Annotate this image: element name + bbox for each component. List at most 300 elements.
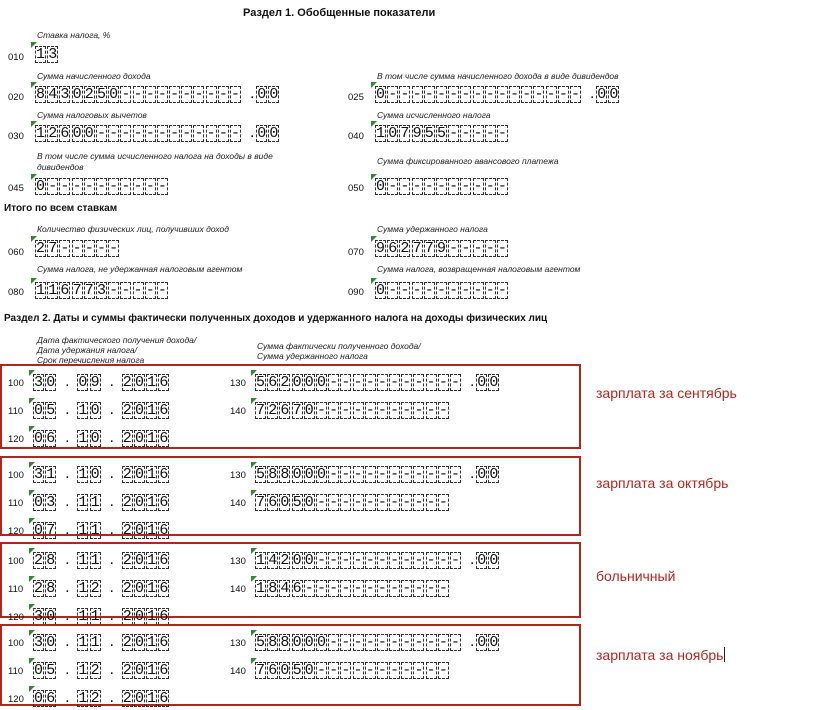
char-cell[interactable]: - bbox=[402, 494, 412, 511]
char-cell[interactable]: - bbox=[329, 580, 339, 597]
char-cell[interactable]: 6 bbox=[159, 522, 169, 539]
char-cell[interactable]: 2 bbox=[122, 494, 132, 511]
char-cell[interactable]: 1 bbox=[90, 608, 100, 625]
char-cell[interactable]: 0 bbox=[304, 634, 314, 651]
char-cell[interactable]: - bbox=[353, 552, 363, 569]
char-cell[interactable]: 1 bbox=[78, 580, 88, 597]
char-cell[interactable]: 0 bbox=[90, 402, 100, 419]
char-cell[interactable]: 0 bbox=[477, 552, 487, 569]
char-cell[interactable]: - bbox=[329, 552, 339, 569]
char-cell[interactable]: - bbox=[109, 282, 119, 299]
char-cell[interactable]: 1 bbox=[46, 466, 56, 483]
char-cell[interactable]: - bbox=[304, 580, 314, 597]
char-cell[interactable]: - bbox=[426, 662, 436, 679]
char-cell[interactable]: - bbox=[365, 634, 375, 651]
char-cell[interactable]: 0 bbox=[78, 374, 88, 391]
char-cell[interactable]: 6 bbox=[159, 662, 169, 679]
char-cell[interactable]: - bbox=[473, 125, 483, 142]
char-cell[interactable]: - bbox=[341, 494, 351, 511]
char-cell[interactable]: 0 bbox=[489, 466, 499, 483]
char-cell[interactable]: 0 bbox=[84, 125, 94, 142]
char-cell[interactable]: - bbox=[473, 282, 483, 299]
input-field[interactable] bbox=[255, 466, 501, 483]
char-cell[interactable]: - bbox=[353, 494, 363, 511]
char-cell[interactable]: 1 bbox=[147, 690, 157, 707]
char-cell[interactable]: - bbox=[365, 374, 375, 391]
char-cell[interactable]: 1 bbox=[256, 552, 266, 569]
char-cell[interactable]: - bbox=[316, 552, 326, 569]
char-cell[interactable]: 5 bbox=[256, 374, 266, 391]
char-cell[interactable]: 6 bbox=[159, 374, 169, 391]
char-cell[interactable]: 7 bbox=[46, 522, 56, 539]
char-cell[interactable]: - bbox=[414, 494, 424, 511]
char-cell[interactable]: - bbox=[157, 282, 167, 299]
char-cell[interactable]: 0 bbox=[72, 86, 82, 103]
char-cell[interactable]: 0 bbox=[292, 374, 302, 391]
char-cell[interactable]: - bbox=[438, 466, 448, 483]
char-cell[interactable]: 0 bbox=[489, 634, 499, 651]
char-cell[interactable]: - bbox=[436, 282, 446, 299]
char-cell[interactable]: 0 bbox=[134, 690, 144, 707]
char-cell[interactable]: 2 bbox=[122, 522, 132, 539]
char-cell[interactable]: - bbox=[170, 125, 180, 142]
char-cell[interactable]: 4 bbox=[48, 86, 58, 103]
char-cell[interactable]: 2 bbox=[36, 240, 46, 257]
char-cell[interactable]: 0 bbox=[46, 374, 56, 391]
char-cell[interactable]: - bbox=[133, 282, 143, 299]
char-cell[interactable]: - bbox=[473, 178, 483, 195]
input-field[interactable] bbox=[375, 178, 509, 195]
char-cell[interactable]: 6 bbox=[159, 690, 169, 707]
char-cell[interactable]: 2 bbox=[268, 402, 278, 419]
char-cell[interactable]: 9 bbox=[376, 240, 386, 257]
input-field[interactable] bbox=[375, 125, 509, 142]
char-cell[interactable]: - bbox=[414, 466, 424, 483]
char-cell[interactable]: - bbox=[329, 634, 339, 651]
char-cell[interactable]: - bbox=[534, 86, 544, 103]
char-cell[interactable]: 0 bbox=[304, 662, 314, 679]
char-cell[interactable]: 1 bbox=[147, 552, 157, 569]
char-cell[interactable]: 0 bbox=[489, 552, 499, 569]
char-cell[interactable]: - bbox=[157, 86, 167, 103]
char-cell[interactable]: 1 bbox=[36, 282, 46, 299]
char-cell[interactable]: 1 bbox=[256, 580, 266, 597]
char-cell[interactable]: - bbox=[377, 374, 387, 391]
char-cell[interactable]: - bbox=[121, 178, 131, 195]
char-cell[interactable]: 0 bbox=[257, 125, 267, 142]
char-cell[interactable]: 5 bbox=[96, 86, 106, 103]
char-cell[interactable]: 7 bbox=[72, 282, 82, 299]
char-cell[interactable]: 0 bbox=[134, 430, 144, 447]
char-cell[interactable]: - bbox=[341, 634, 351, 651]
char-cell[interactable]: - bbox=[438, 402, 448, 419]
char-cell[interactable]: - bbox=[145, 86, 155, 103]
char-cell[interactable]: - bbox=[426, 552, 436, 569]
char-cell[interactable]: - bbox=[461, 282, 471, 299]
char-cell[interactable]: - bbox=[48, 178, 58, 195]
char-cell[interactable]: - bbox=[341, 662, 351, 679]
char-cell[interactable]: - bbox=[60, 178, 70, 195]
char-cell[interactable]: - bbox=[400, 282, 410, 299]
char-cell[interactable]: - bbox=[400, 178, 410, 195]
char-cell[interactable]: 9 bbox=[412, 125, 422, 142]
char-cell[interactable]: - bbox=[341, 552, 351, 569]
char-cell[interactable]: 6 bbox=[60, 282, 70, 299]
char-cell[interactable]: 5 bbox=[256, 634, 266, 651]
date-field[interactable] bbox=[33, 580, 171, 597]
char-cell[interactable]: - bbox=[365, 662, 375, 679]
char-cell[interactable]: - bbox=[414, 402, 424, 419]
char-cell[interactable]: 3 bbox=[96, 282, 106, 299]
char-cell[interactable]: 0 bbox=[134, 374, 144, 391]
char-cell[interactable]: 8 bbox=[36, 86, 46, 103]
char-cell[interactable]: - bbox=[377, 402, 387, 419]
char-cell[interactable]: 1 bbox=[147, 634, 157, 651]
char-cell[interactable]: 7 bbox=[256, 662, 266, 679]
char-cell[interactable]: 6 bbox=[60, 125, 70, 142]
char-cell[interactable]: 3 bbox=[48, 46, 58, 63]
char-cell[interactable]: 7 bbox=[84, 282, 94, 299]
char-cell[interactable]: 0 bbox=[376, 282, 386, 299]
char-cell[interactable]: - bbox=[571, 86, 581, 103]
char-cell[interactable]: 2 bbox=[280, 374, 290, 391]
char-cell[interactable]: - bbox=[365, 494, 375, 511]
char-cell[interactable]: 0 bbox=[292, 552, 302, 569]
char-cell[interactable]: - bbox=[218, 125, 228, 142]
char-cell[interactable]: 0 bbox=[376, 178, 386, 195]
char-cell[interactable]: 0 bbox=[257, 86, 267, 103]
char-cell[interactable]: - bbox=[194, 125, 204, 142]
char-cell[interactable]: - bbox=[353, 374, 363, 391]
char-cell[interactable]: 1 bbox=[147, 580, 157, 597]
char-cell[interactable]: 2 bbox=[122, 662, 132, 679]
char-cell[interactable]: - bbox=[182, 86, 192, 103]
char-cell[interactable]: - bbox=[461, 178, 471, 195]
char-cell[interactable]: - bbox=[497, 86, 507, 103]
input-field[interactable] bbox=[35, 46, 59, 63]
char-cell[interactable]: - bbox=[558, 86, 568, 103]
char-cell[interactable]: - bbox=[329, 402, 339, 419]
date-field[interactable] bbox=[33, 662, 171, 679]
char-cell[interactable]: - bbox=[341, 402, 351, 419]
char-cell[interactable]: 8 bbox=[46, 580, 56, 597]
char-cell[interactable]: - bbox=[388, 178, 398, 195]
char-cell[interactable]: - bbox=[390, 374, 400, 391]
char-cell[interactable]: 2 bbox=[48, 125, 58, 142]
char-cell[interactable]: - bbox=[451, 374, 461, 391]
char-cell[interactable]: - bbox=[96, 240, 106, 257]
char-cell[interactable]: - bbox=[402, 466, 412, 483]
char-cell[interactable]: 0 bbox=[134, 552, 144, 569]
char-cell[interactable]: - bbox=[414, 374, 424, 391]
char-cell[interactable]: 2 bbox=[84, 86, 94, 103]
char-cell[interactable]: - bbox=[426, 634, 436, 651]
char-cell[interactable]: 1 bbox=[147, 662, 157, 679]
char-cell[interactable]: - bbox=[485, 178, 495, 195]
char-cell[interactable]: - bbox=[145, 178, 155, 195]
char-cell[interactable]: - bbox=[206, 86, 216, 103]
char-cell[interactable]: - bbox=[377, 552, 387, 569]
char-cell[interactable]: - bbox=[449, 282, 459, 299]
char-cell[interactable]: - bbox=[402, 634, 412, 651]
char-cell[interactable]: - bbox=[388, 282, 398, 299]
char-cell[interactable]: - bbox=[170, 86, 180, 103]
char-cell[interactable]: 1 bbox=[78, 608, 88, 625]
char-cell[interactable]: 0 bbox=[90, 430, 100, 447]
char-cell[interactable]: 6 bbox=[46, 430, 56, 447]
char-cell[interactable]: - bbox=[412, 86, 422, 103]
char-cell[interactable]: 0 bbox=[134, 466, 144, 483]
char-cell[interactable]: 0 bbox=[134, 402, 144, 419]
char-cell[interactable]: 2 bbox=[34, 552, 44, 569]
char-cell[interactable]: 0 bbox=[34, 402, 44, 419]
char-cell[interactable]: - bbox=[451, 634, 461, 651]
char-cell[interactable]: - bbox=[377, 662, 387, 679]
char-cell[interactable]: 5 bbox=[436, 125, 446, 142]
char-cell[interactable]: 2 bbox=[122, 430, 132, 447]
char-cell[interactable]: 6 bbox=[159, 430, 169, 447]
char-cell[interactable]: 2 bbox=[90, 690, 100, 707]
char-cell[interactable]: - bbox=[329, 662, 339, 679]
char-cell[interactable]: - bbox=[329, 374, 339, 391]
char-cell[interactable]: - bbox=[402, 662, 412, 679]
input-field[interactable] bbox=[35, 125, 281, 142]
char-cell[interactable]: - bbox=[109, 240, 119, 257]
input-field[interactable] bbox=[375, 282, 509, 299]
input-field[interactable] bbox=[255, 580, 450, 597]
char-cell[interactable]: 0 bbox=[72, 125, 82, 142]
char-cell[interactable]: - bbox=[365, 552, 375, 569]
char-cell[interactable]: 1 bbox=[147, 522, 157, 539]
date-field[interactable] bbox=[33, 634, 171, 651]
char-cell[interactable]: 0 bbox=[316, 466, 326, 483]
char-cell[interactable]: 0 bbox=[304, 374, 314, 391]
char-cell[interactable]: - bbox=[194, 86, 204, 103]
char-cell[interactable]: 2 bbox=[90, 580, 100, 597]
input-field[interactable] bbox=[35, 282, 169, 299]
char-cell[interactable]: - bbox=[231, 125, 241, 142]
char-cell[interactable]: 6 bbox=[280, 402, 290, 419]
char-cell[interactable]: - bbox=[438, 552, 448, 569]
char-cell[interactable]: 7 bbox=[256, 494, 266, 511]
input-field[interactable] bbox=[375, 240, 509, 257]
char-cell[interactable]: - bbox=[341, 580, 351, 597]
char-cell[interactable]: 6 bbox=[159, 608, 169, 625]
char-cell[interactable]: - bbox=[353, 634, 363, 651]
input-field[interactable] bbox=[35, 178, 169, 195]
char-cell[interactable]: 1 bbox=[90, 552, 100, 569]
char-cell[interactable]: 1 bbox=[78, 466, 88, 483]
char-cell[interactable]: - bbox=[316, 662, 326, 679]
char-cell[interactable]: - bbox=[438, 634, 448, 651]
char-cell[interactable]: 1 bbox=[78, 522, 88, 539]
char-cell[interactable]: 8 bbox=[268, 580, 278, 597]
date-field[interactable] bbox=[33, 430, 171, 447]
date-field[interactable] bbox=[33, 494, 171, 511]
date-field[interactable] bbox=[33, 690, 171, 707]
char-cell[interactable]: - bbox=[473, 86, 483, 103]
char-cell[interactable]: - bbox=[438, 662, 448, 679]
date-field[interactable] bbox=[33, 466, 171, 483]
char-cell[interactable]: - bbox=[426, 374, 436, 391]
char-cell[interactable]: - bbox=[316, 402, 326, 419]
input-field[interactable] bbox=[255, 402, 450, 419]
char-cell[interactable]: 5 bbox=[292, 494, 302, 511]
char-cell[interactable]: 6 bbox=[159, 494, 169, 511]
char-cell[interactable]: 2 bbox=[122, 374, 132, 391]
char-cell[interactable]: - bbox=[390, 552, 400, 569]
char-cell[interactable]: - bbox=[412, 282, 422, 299]
char-cell[interactable]: 0 bbox=[304, 466, 314, 483]
char-cell[interactable]: 6 bbox=[46, 690, 56, 707]
char-cell[interactable]: 2 bbox=[122, 402, 132, 419]
char-cell[interactable]: 6 bbox=[159, 580, 169, 597]
char-cell[interactable]: 0 bbox=[90, 466, 100, 483]
char-cell[interactable]: - bbox=[96, 125, 106, 142]
char-cell[interactable]: - bbox=[426, 402, 436, 419]
char-cell[interactable]: 8 bbox=[268, 634, 278, 651]
char-cell[interactable]: - bbox=[414, 634, 424, 651]
char-cell[interactable]: - bbox=[438, 580, 448, 597]
char-cell[interactable]: 2 bbox=[34, 580, 44, 597]
char-cell[interactable]: 3 bbox=[60, 86, 70, 103]
char-cell[interactable]: 2 bbox=[122, 580, 132, 597]
char-cell[interactable]: 3 bbox=[46, 494, 56, 511]
char-cell[interactable]: - bbox=[388, 86, 398, 103]
char-cell[interactable]: 1 bbox=[147, 402, 157, 419]
char-cell[interactable]: - bbox=[449, 125, 459, 142]
char-cell[interactable]: 0 bbox=[304, 494, 314, 511]
char-cell[interactable]: - bbox=[424, 178, 434, 195]
char-cell[interactable]: 3 bbox=[34, 374, 44, 391]
char-cell[interactable]: 9 bbox=[436, 240, 446, 257]
char-cell[interactable]: 6 bbox=[159, 402, 169, 419]
char-cell[interactable]: - bbox=[424, 86, 434, 103]
char-cell[interactable]: 0 bbox=[280, 662, 290, 679]
char-cell[interactable]: - bbox=[133, 178, 143, 195]
char-cell[interactable]: 0 bbox=[316, 374, 326, 391]
char-cell[interactable]: - bbox=[412, 178, 422, 195]
input-field[interactable] bbox=[255, 374, 501, 391]
char-cell[interactable]: - bbox=[426, 466, 436, 483]
char-cell[interactable]: - bbox=[449, 86, 459, 103]
char-cell[interactable]: 7 bbox=[400, 125, 410, 142]
char-cell[interactable]: - bbox=[390, 494, 400, 511]
char-cell[interactable]: - bbox=[402, 580, 412, 597]
char-cell[interactable]: - bbox=[461, 240, 471, 257]
char-cell[interactable]: 0 bbox=[34, 522, 44, 539]
char-cell[interactable]: 2 bbox=[122, 634, 132, 651]
char-cell[interactable]: 2 bbox=[280, 552, 290, 569]
char-cell[interactable]: 0 bbox=[36, 178, 46, 195]
char-cell[interactable]: 0 bbox=[34, 430, 44, 447]
char-cell[interactable]: 0 bbox=[376, 86, 386, 103]
char-cell[interactable]: - bbox=[133, 86, 143, 103]
char-cell[interactable]: - bbox=[377, 466, 387, 483]
char-cell[interactable]: 4 bbox=[268, 552, 278, 569]
input-field[interactable] bbox=[255, 494, 450, 511]
char-cell[interactable]: 1 bbox=[78, 402, 88, 419]
char-cell[interactable]: 0 bbox=[109, 86, 119, 103]
char-cell[interactable]: - bbox=[510, 86, 520, 103]
char-cell[interactable]: - bbox=[414, 580, 424, 597]
char-cell[interactable]: - bbox=[109, 125, 119, 142]
char-cell[interactable]: - bbox=[473, 240, 483, 257]
char-cell[interactable]: 2 bbox=[122, 690, 132, 707]
char-cell[interactable]: 0 bbox=[34, 494, 44, 511]
char-cell[interactable]: 0 bbox=[304, 552, 314, 569]
char-cell[interactable]: - bbox=[72, 240, 82, 257]
char-cell[interactable]: 7 bbox=[48, 240, 58, 257]
char-cell[interactable]: 3 bbox=[34, 634, 44, 651]
char-cell[interactable]: 0 bbox=[316, 634, 326, 651]
char-cell[interactable]: - bbox=[218, 86, 228, 103]
char-cell[interactable]: 4 bbox=[280, 580, 290, 597]
char-cell[interactable]: 6 bbox=[268, 662, 278, 679]
char-cell[interactable]: - bbox=[451, 466, 461, 483]
char-cell[interactable]: 0 bbox=[477, 374, 487, 391]
char-cell[interactable]: - bbox=[157, 178, 167, 195]
char-cell[interactable]: - bbox=[426, 580, 436, 597]
char-cell[interactable]: 0 bbox=[292, 466, 302, 483]
char-cell[interactable]: - bbox=[414, 662, 424, 679]
char-cell[interactable]: - bbox=[231, 86, 241, 103]
char-cell[interactable]: - bbox=[546, 86, 556, 103]
char-cell[interactable]: - bbox=[365, 580, 375, 597]
char-cell[interactable]: - bbox=[316, 494, 326, 511]
char-cell[interactable]: 2 bbox=[90, 662, 100, 679]
char-cell[interactable]: 0 bbox=[477, 466, 487, 483]
char-cell[interactable]: - bbox=[390, 580, 400, 597]
char-cell[interactable]: - bbox=[497, 240, 507, 257]
char-cell[interactable]: 6 bbox=[268, 374, 278, 391]
input-field[interactable] bbox=[35, 240, 120, 257]
char-cell[interactable]: - bbox=[377, 494, 387, 511]
char-cell[interactable]: 0 bbox=[388, 125, 398, 142]
char-cell[interactable]: 1 bbox=[147, 374, 157, 391]
char-cell[interactable]: - bbox=[424, 282, 434, 299]
char-cell[interactable]: 8 bbox=[46, 552, 56, 569]
char-cell[interactable]: - bbox=[365, 466, 375, 483]
char-cell[interactable]: 0 bbox=[134, 634, 144, 651]
date-field[interactable] bbox=[33, 522, 171, 539]
char-cell[interactable]: - bbox=[390, 402, 400, 419]
char-cell[interactable]: - bbox=[145, 125, 155, 142]
char-cell[interactable]: 0 bbox=[280, 494, 290, 511]
char-cell[interactable]: 1 bbox=[78, 552, 88, 569]
char-cell[interactable]: - bbox=[436, 178, 446, 195]
char-cell[interactable]: - bbox=[84, 178, 94, 195]
char-cell[interactable]: 2 bbox=[400, 240, 410, 257]
input-field[interactable] bbox=[35, 86, 281, 103]
char-cell[interactable]: - bbox=[436, 86, 446, 103]
char-cell[interactable]: 5 bbox=[424, 125, 434, 142]
char-cell[interactable]: 1 bbox=[90, 634, 100, 651]
char-cell[interactable]: 1 bbox=[78, 662, 88, 679]
char-cell[interactable]: 2 bbox=[122, 552, 132, 569]
date-field[interactable] bbox=[33, 402, 171, 419]
char-cell[interactable]: - bbox=[390, 634, 400, 651]
input-field[interactable] bbox=[255, 552, 501, 569]
input-field[interactable] bbox=[255, 662, 450, 679]
date-field[interactable] bbox=[33, 608, 171, 625]
char-cell[interactable]: 0 bbox=[609, 86, 619, 103]
char-cell[interactable]: - bbox=[353, 466, 363, 483]
char-cell[interactable]: 1 bbox=[147, 430, 157, 447]
char-cell[interactable]: - bbox=[316, 580, 326, 597]
char-cell[interactable]: 0 bbox=[34, 662, 44, 679]
char-cell[interactable]: 5 bbox=[46, 402, 56, 419]
